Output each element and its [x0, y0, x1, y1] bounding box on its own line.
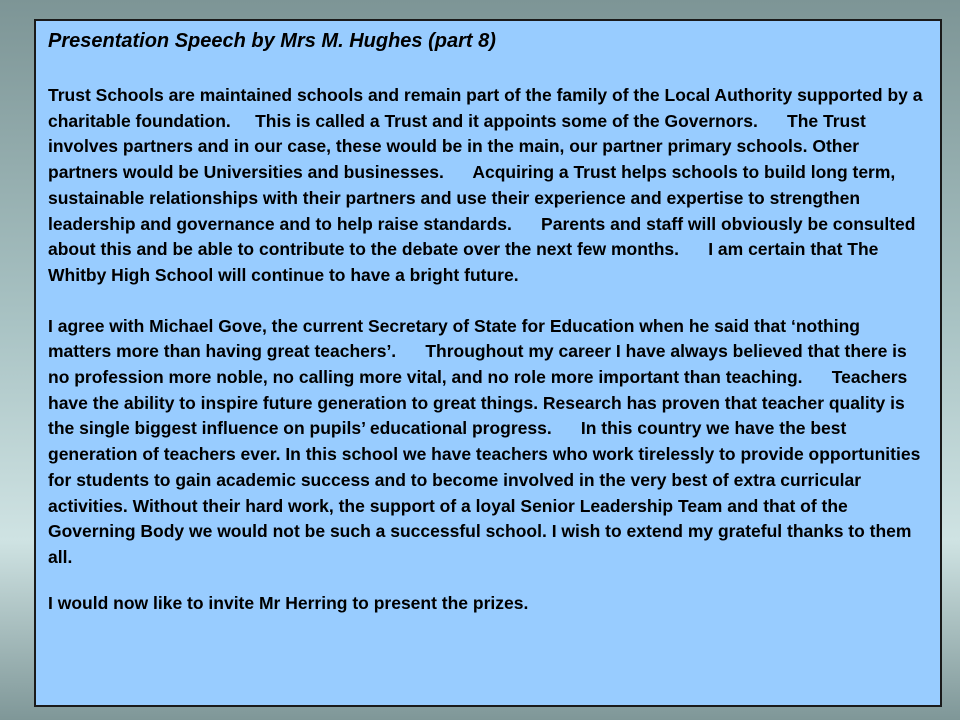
slide-text-box	[34, 19, 942, 707]
paragraph-great-teachers: I agree with Michael Gove, the current Secretary of State for Education when he said that ‘nothing matters more than having great teachers’. Throughout my career I have always believed that there is no profession more noble, no calling more vital, and no role more important than teaching. Teachers have the ability to inspire future generation to great things. Research has proven that teacher quality is the single biggest influence on pupils’ educational progress. In this country we have the best generation of teachers ever. In this school we have teachers who work tirelessly to provide opportunities for students to gain academic success and to become involved in the very best of extra curricular activities. Without their hard work, the support of a loyal Senior Leadership Team and that of the Governing Body we would not be such a successful school. I wish to extend my grateful thanks to them all.	[48, 315, 926, 567]
slide-title: Presentation Speech by Mrs M. Hughes (part 8)	[48, 30, 496, 52]
paragraph-spacer	[48, 289, 928, 314]
paragraph-closing: I would now like to invite Mr Herring to present the prizes.	[48, 592, 529, 613]
paragraph-spacer	[48, 571, 928, 591]
paragraph-trust-schools: Trust Schools are maintained schools and remain part of the family of the Local Authority supported by a charitable foundation. This is called a Trust and it appoints some of the Governors. The Trust involves partners and in our case, these would be in the main, our partner primary schools. Other partners would be Universities and businesses. Acquiring a Trust helps schools to build long term, sustainable relationships with their partners and use their experience and expertise to strengthen leadership and governance and to help raise standards. Parents and staff will obviously be consulted about this and be able to contribute to the debate over the next few months. I am certain that The Whitby High School will continue to have a bright future.	[48, 85, 928, 285]
